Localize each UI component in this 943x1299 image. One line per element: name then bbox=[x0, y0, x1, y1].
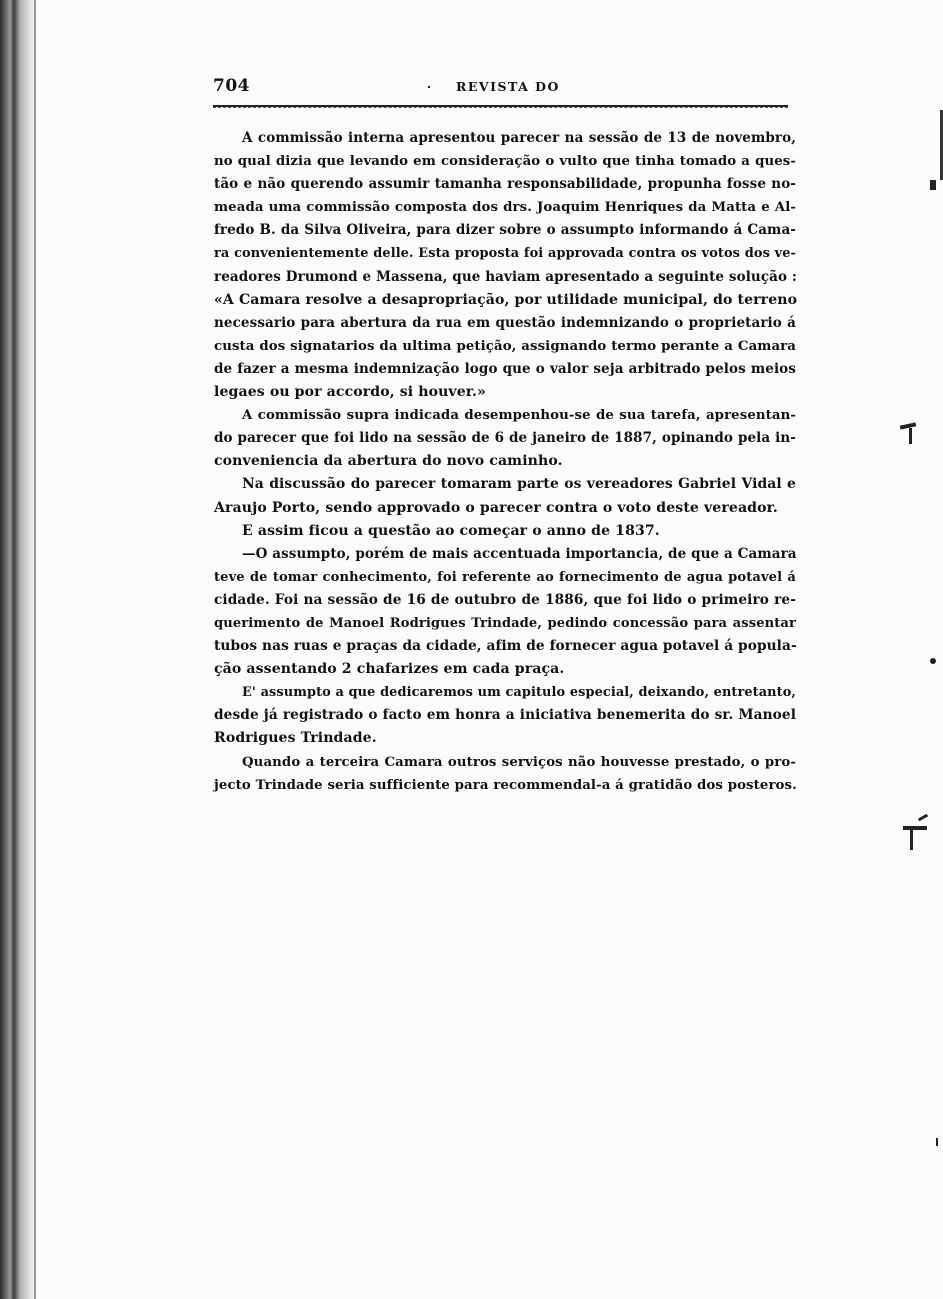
page-number: 704 bbox=[213, 76, 250, 96]
text-line: teve de tomar conhecimento, foi referente ao fornecimento de agua potavel á bbox=[214, 569, 796, 585]
header-rule bbox=[213, 105, 788, 108]
margin-mark bbox=[910, 830, 913, 850]
book-binding-edge bbox=[0, 0, 38, 1299]
margin-dot bbox=[930, 658, 936, 664]
text-line: cidade. Foi na sessão de 16 de outubro de 1886, que foi lido o primeiro re- bbox=[214, 591, 796, 608]
text-line: conveniencia da abertura do novo caminho. bbox=[214, 453, 563, 470]
text-line: ra convenientemente delle. Esta proposta foi approvada contra os votos dos ve- bbox=[214, 246, 796, 262]
text-line: custa dos signatarios da ultima petição, assignando termo perante a Camara bbox=[214, 338, 796, 354]
margin-mark bbox=[918, 814, 928, 822]
text-line: querimento de Manoel Rodrigues Trindade, pedindo concessão para assentar bbox=[214, 615, 796, 631]
text-line: readores Drumond e Massena, que haviam apresentado a seguinte solução : bbox=[214, 268, 797, 285]
text-line: jecto Trindade seria sufficiente para recommendal-a á gratidão dos posteros. bbox=[214, 777, 797, 793]
scan-speck bbox=[428, 86, 430, 88]
text-line: desde já registrado o facto em honra a iniciativa benemerita do sr. Manoel bbox=[214, 707, 796, 724]
text-line: ção assentando 2 chafarizes em cada praça. bbox=[214, 661, 565, 678]
text-line: Na discussão do parecer tomaram parte os vereadores Gabriel Vidal e bbox=[242, 476, 796, 493]
page-edge-line bbox=[34, 0, 36, 1299]
margin-dot bbox=[930, 180, 936, 190]
body-text bbox=[214, 127, 796, 797]
text-line: tubos nas ruas e praças da cidade, afim de fornecer agua potavel á popula- bbox=[214, 638, 797, 655]
text-line: do parecer que foi lido na sessão de 6 de janeiro de 1887, opinando pela in- bbox=[214, 430, 796, 447]
text-line: A commissão supra indicada desempenhou-se de sua tarefa, apresentan- bbox=[242, 408, 796, 424]
text-line: tão e não querendo assumir tamanha responsabilidade, propunha fosse no- bbox=[214, 176, 796, 193]
text-line: de fazer a mesma indemnização logo que o valor seja arbitrado pelos meios bbox=[214, 360, 796, 377]
text-line: meada uma commissão composta dos drs. Joaquim Henriques da Matta e Al- bbox=[214, 200, 796, 216]
text-line: necessario para abertura da rua em questão indemnizando o proprietario á bbox=[214, 314, 796, 331]
text-line: A commissão interna apresentou parecer na sessão de 13 de novembro, bbox=[242, 130, 796, 146]
margin-dot bbox=[936, 1138, 938, 1146]
page-header bbox=[213, 76, 788, 100]
text-line: E assim ficou a questão ao começar o anno de 1837. bbox=[242, 522, 660, 539]
text-line: —O assumpto, porém de mais accentuada importancia, de que a Camara bbox=[242, 545, 797, 562]
text-line: «A Camara resolve a desapropriação, por utilidade municipal, do terreno bbox=[214, 291, 798, 308]
margin-mark bbox=[900, 422, 916, 429]
margin-mark bbox=[909, 428, 912, 444]
text-line: legaes ou por accordo, si houver.» bbox=[214, 384, 486, 401]
text-line: E' assumpto a que dedicaremos um capitulo especial, deixando, entretanto, bbox=[242, 685, 796, 701]
running-title: REVISTA DO bbox=[456, 79, 560, 94]
text-line: fredo B. da Silva Oliveira, para dizer sobre o assumpto informando á Cama- bbox=[214, 222, 796, 239]
text-line: Rodrigues Trindade. bbox=[214, 730, 377, 747]
text-line: no qual dizia que levando em consideração o vulto que tinha tomado a ques- bbox=[214, 154, 796, 170]
margin-mark bbox=[903, 826, 927, 830]
text-line: Quando a terceira Camara outros serviços não houvesse prestado, o pro- bbox=[242, 754, 796, 770]
text-line: Araujo Porto, sendo approvado o parecer contra o voto deste vereador. bbox=[214, 499, 778, 516]
